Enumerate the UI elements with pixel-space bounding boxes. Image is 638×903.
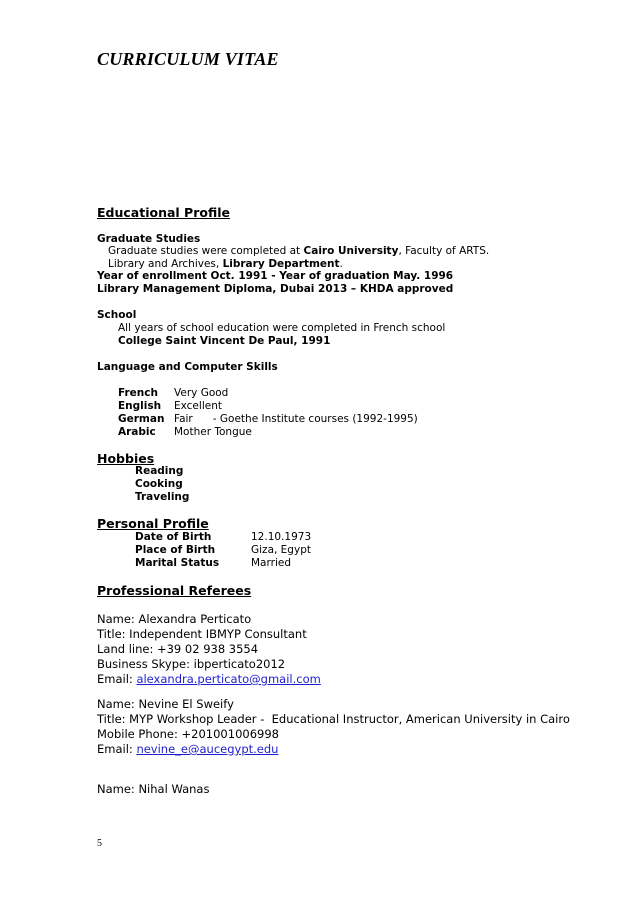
referee-email-link[interactable]: nevine_e@aucegypt.edu bbox=[136, 742, 279, 756]
hobby-item: Traveling bbox=[135, 491, 190, 503]
referee-name: Name: Alexandra Perticato bbox=[97, 612, 252, 626]
referee-name: Name: Nevine El Sweify bbox=[97, 697, 234, 711]
hobby-item: Cooking bbox=[135, 478, 183, 490]
referee-email-link[interactable]: alexandra.perticato@gmail.com bbox=[136, 672, 321, 686]
referee-email-row bbox=[97, 742, 278, 756]
language-name: German bbox=[118, 413, 165, 425]
university-name: Cairo University bbox=[303, 245, 399, 257]
graduate-line-1-suffix: , Faculty of ARTS. bbox=[398, 245, 490, 257]
school-line: All years of school education were completed in French school bbox=[118, 322, 446, 334]
language-level: Mother Tongue bbox=[174, 426, 252, 438]
personal-value: Married bbox=[251, 557, 291, 569]
language-level: Very Good bbox=[174, 387, 229, 399]
graduate-line-2-text: Library and Archives, bbox=[108, 258, 223, 270]
page-number: 5 bbox=[97, 838, 102, 849]
referees-heading: Professional Referees bbox=[97, 583, 252, 598]
language-name: English bbox=[118, 400, 162, 412]
language-level: Excellent bbox=[174, 400, 222, 412]
hobbies-heading: Hobbies bbox=[97, 451, 155, 466]
language-name: French bbox=[118, 387, 158, 399]
language-level: Fair - Goethe Institute courses (1992-1995) bbox=[174, 413, 418, 425]
referee-name: Name: Nihal Wanas bbox=[97, 782, 210, 796]
referee-land-line: Land line: +39 02 938 3554 bbox=[97, 642, 259, 656]
email-label: Email: bbox=[97, 672, 137, 686]
referee-title: Title: MYP Workshop Leader - Educational Instructor, American University in Cairo bbox=[97, 712, 570, 726]
graduate-line-1 bbox=[108, 245, 489, 257]
hobby-item: Reading bbox=[135, 465, 184, 477]
referee-skype: Business Skype: ibperticato2012 bbox=[97, 657, 286, 671]
department-name: Library Department bbox=[222, 258, 340, 270]
document-title: CURRICULUM VITAE bbox=[97, 49, 279, 69]
graduate-line-2 bbox=[108, 258, 343, 270]
enrollment-line: Year of enrollment Oct. 1991 - Year of graduation May. 1996 bbox=[97, 270, 454, 282]
education-heading: Educational Profile bbox=[97, 205, 230, 220]
personal-label: Place of Birth bbox=[135, 544, 216, 556]
referee-email-row bbox=[97, 672, 321, 686]
graduate-line-2-suffix: . bbox=[339, 258, 343, 270]
personal-label: Date of Birth bbox=[135, 531, 212, 543]
email-label: Email: bbox=[97, 742, 137, 756]
personal-value: Giza, Egypt bbox=[251, 544, 311, 556]
language-name: Arabic bbox=[118, 426, 156, 438]
school-heading: School bbox=[97, 309, 137, 321]
personal-heading: Personal Profile bbox=[97, 516, 209, 531]
languages-heading: Language and Computer Skills bbox=[97, 361, 278, 373]
referee-title: Title: Independent IBMYP Consultant bbox=[97, 627, 307, 641]
personal-label: Marital Status bbox=[135, 557, 220, 569]
referee-mobile: Mobile Phone: +201001006998 bbox=[97, 727, 279, 741]
diploma-line: Library Management Diploma, Dubai 2013 – KHDA approved bbox=[97, 283, 454, 295]
graduate-studies-heading: Graduate Studies bbox=[97, 233, 201, 245]
graduate-line-1-text: Graduate studies were completed at bbox=[108, 245, 304, 257]
personal-value: 12.10.1973 bbox=[251, 531, 312, 543]
school-name: College Saint Vincent De Paul, 1991 bbox=[118, 335, 331, 347]
